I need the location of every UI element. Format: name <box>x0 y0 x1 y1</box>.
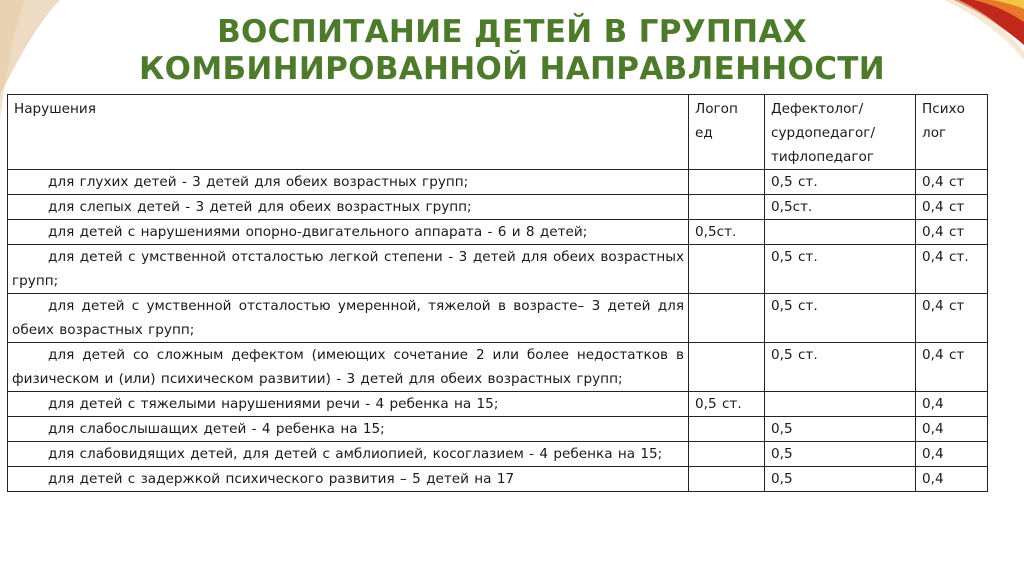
table-row <box>8 170 988 195</box>
table-row <box>8 392 988 417</box>
disorder-text: для детей с задержкой психического развития – 5 детей на 17 <box>48 471 515 487</box>
header-defectologist <box>765 95 916 170</box>
speech-therapist-cell <box>689 245 765 294</box>
disorder-text: для детей со сложным дефектом (имеющих сочетание 2 или более недостатков в физическом и (или) психическом развитии) - 3 детей для обеих возрастных групп; <box>12 347 684 387</box>
psychologist-cell: 0,4 ст. <box>916 245 988 294</box>
disorder-text: для глухих детей - 3 детей для обеих возрастных групп; <box>48 174 469 190</box>
disorder-text: для детей с умственной отсталостью умеренной, тяжелой в возрасте– 3 детей для обеих возрастных групп; <box>12 298 684 338</box>
psychologist-cell: 0,4 ст <box>916 343 988 392</box>
speech-therapist-cell <box>689 467 765 492</box>
psychologist-cell: 0,4 <box>916 392 988 417</box>
disorder-cell <box>8 220 689 245</box>
page-title: ВОСПИТАНИЕ ДЕТЕЙ В ГРУППАХ КОМБИНИРОВАННОЙ НАПРАВЛЕННОСТИ <box>139 14 885 87</box>
speech-therapist-cell: 0,5 ст. <box>689 392 765 417</box>
defectologist-cell: 0,5 ст. <box>765 343 916 392</box>
header-defectologist-line2: сурдопедагог/ <box>771 125 876 141</box>
disorder-cell <box>8 392 689 417</box>
disorder-text: для детей с умственной отсталостью легкой степени - 3 детей для обеих возрастных групп; <box>12 249 684 289</box>
psychologist-cell: 0,4 ст <box>916 195 988 220</box>
table-row <box>8 442 988 467</box>
table-row <box>8 417 988 442</box>
speech-therapist-cell <box>689 195 765 220</box>
disorder-text: для слабослышащих детей - 4 ребенка на 15; <box>48 421 385 437</box>
disorder-text: для детей с нарушениями опорно-двигательного аппарата - 6 и 8 детей; <box>48 224 588 240</box>
table-row <box>8 467 988 492</box>
psychologist-cell: 0,4 ст <box>916 170 988 195</box>
disorder-text: для слепых детей - 3 детей для обеих возрастных групп; <box>48 199 472 215</box>
table-row <box>8 220 988 245</box>
header-speech-therapist <box>689 95 765 170</box>
psychologist-cell: 0,4 <box>916 442 988 467</box>
header-speech-therapist-line1: Логоп <box>695 101 738 117</box>
psychologist-cell: 0,4 <box>916 467 988 492</box>
header-disorders: Нарушения <box>8 95 689 170</box>
defectologist-cell: 0,5 ст. <box>765 170 916 195</box>
disorder-cell <box>8 442 689 467</box>
disorder-cell <box>8 417 689 442</box>
speech-therapist-cell <box>689 294 765 343</box>
disorder-cell <box>8 343 689 392</box>
header-speech-therapist-line2: ед <box>695 125 713 141</box>
speech-therapist-cell <box>689 343 765 392</box>
table-row <box>8 294 988 343</box>
disorder-text: для детей с тяжелыми нарушениями речи - 4 ребенка на 15; <box>48 396 499 412</box>
psychologist-cell: 0,4 ст <box>916 220 988 245</box>
defectologist-cell: 0,5 <box>765 467 916 492</box>
disorder-cell <box>8 467 689 492</box>
table-row <box>8 343 988 392</box>
header-defectologist-line3: тифлопедагог <box>771 149 874 165</box>
defectologist-cell <box>765 392 916 417</box>
speech-therapist-cell <box>689 170 765 195</box>
table-row <box>8 195 988 220</box>
disorder-cell <box>8 245 689 294</box>
speech-therapist-cell <box>689 417 765 442</box>
header-psychologist <box>916 95 988 170</box>
staffing-table <box>7 94 987 492</box>
table-header-row <box>8 95 988 170</box>
speech-therapist-cell <box>689 442 765 467</box>
disorder-cell <box>8 294 689 343</box>
defectologist-cell: 0,5 <box>765 442 916 467</box>
header-defectologist-line1: Дефектолог/ <box>771 101 864 117</box>
header-psychologist-line2: лог <box>922 125 947 141</box>
disorder-cell <box>8 195 689 220</box>
speech-therapist-cell: 0,5ст. <box>689 220 765 245</box>
header-psychologist-line1: Психо <box>922 101 965 117</box>
disorder-text: для слабовидящих детей, для детей с амблиопией, косоглазием - 4 ребенка на 15; <box>48 446 663 462</box>
psychologist-cell: 0,4 <box>916 417 988 442</box>
defectologist-cell: 0,5 ст. <box>765 245 916 294</box>
defectologist-cell: 0,5 <box>765 417 916 442</box>
defectologist-cell: 0,5ст. <box>765 195 916 220</box>
disorder-cell <box>8 170 689 195</box>
table-row <box>8 245 988 294</box>
defectologist-cell: 0,5 ст. <box>765 294 916 343</box>
defectologist-cell <box>765 220 916 245</box>
psychologist-cell: 0,4 ст <box>916 294 988 343</box>
